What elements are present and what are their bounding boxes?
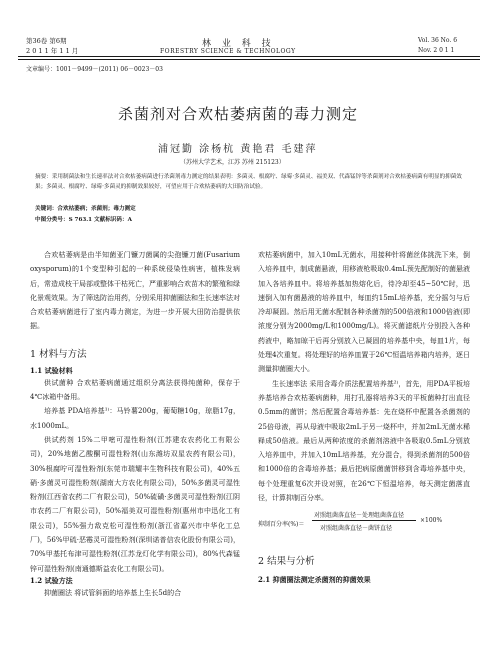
paragraph-method-a: 抑菌圈法 将试管斜面的培养基上生长5d的合 [44,588,182,597]
keywords: 关键词：合欢枯萎病；杀菌剂；毒力测定 [35,206,136,212]
formula-tail: ×100% [420,517,443,525]
header-rule-top [18,56,480,57]
subsection-heading-2-1: 2.1 抑菌圈法测定杀菌剂的抑菌效果 [258,575,371,585]
journal-title-en: FORESTRY SCIENCE & TECHNOLOGY [160,48,296,55]
subsection-heading-1-2: 1.2 试验方法 [30,575,73,585]
section-heading-2: 2 结果与分析 [258,556,315,568]
article-number: 文章编号：1001－9499－(2011) 06－0023－03 [26,66,163,73]
date-en: Nov. 2 0 1 1 [418,47,455,54]
section-heading-1: 1 材料与方法 [30,348,87,360]
abstract: 摘要：采用制菌法和生长速率法对合欢枯萎病菌进行杀菌剂毒力测定的结果表明：多菌灵、根腐咛、绿霉·多菌灵、福美双、代森锰锌等杀菌剂对合欢枯萎病菌有明显的抑菌效果；多菌灵、根腐咛、绿霉·多菌灵的抑制效果较好，可望应用于合欢枯萎病的大田防治试验。 [35,174,462,190]
authors: 浦冠勤 涂杨杭 黄艳君 毛建萍 [158,144,318,155]
fraction-bar [312,520,416,521]
volume-en: Vol. 36 No. 6 [418,37,458,44]
right-column [258,248,470,585]
formula [258,509,470,539]
formula-label: 抑制百分率(%)＝ [258,521,305,529]
formula-numerator: 对照组菌落直径－处理组菌落直径 [314,512,405,520]
volume-issue: 第36卷 第6期 [26,37,67,45]
subsection-heading-1-1: 1.1 试验材料 [30,365,73,375]
paper-title: 杀菌剂对合欢枯萎病菌的毒力测定 [118,105,359,123]
left-column [30,248,240,600]
issue-date: 2 0 1 1 年 1 1 月 [26,47,79,55]
paragraph-fungicides: 供试药剂 15%二甲嘧可湿性粉剂(江苏建农农药化工有限公司)，20%地菌乙酸酮可湿性粉剂(山东潍坊双星农药有限公司)，30%根腐咛可湿性粉剂(东莞市瑞耀丰生物科技有限公司)，40%五硝·多菌灵可湿性粉剂(湖南大方农化有限公司)，50%多菌灵可湿性粉剂(江西省农药二厂有限公司)，50%硫磺·多菌灵可湿性粉剂(江阴市农药二厂有限公司)，50%福美双可湿性粉剂(惠州市中迅化工有限公司)，55%强力敌克松可湿性粉剂(浙江省嘉兴市中华化工总厂)，56%甲硫·恶霉灵可湿性粉剂(深圳诺普信农化股份有限公司)，70%甲基托布津可湿性粉剂(江苏龙灯化学有限公司)，80%代森锰锌可湿性粉剂(南通德斯益农化工有限公司)。 [30,435,240,573]
paragraph-method-a-cont: 欢枯萎病菌中，加入10mL无菌水，用接种针将菌丝体挑洗下来，倒入培养皿中，制成菌悬液，用移液枪吸取0.4mL预先配制好的菌悬液加入各培养皿中。将培养基加热熔化后，待冷却至45~50℃时，迅速倒入加有菌悬液的培养皿中，每皿约15mL培养基，充分摇匀与后冷却凝固。然后用无菌水配制各种杀菌剂的500倍液和1000倍液(即浓度分别为2000mg/L和1000mg/L)。将灭菌滤纸片分别投入各种药液中，略加晾干后再分别放入已凝固的培养基中央，每皿1片，每处理4次重复。将处理好的培养皿置于26℃恒温培养箱内培养，逐日测量抑菌圈大小。 [258,251,470,374]
paragraph-method-b: 生长速率法 采用含毒介质法配置培养基²⁾，首先，用PDA平板培养基培养合欢枯萎病菌种，用打孔器将培养3天的平板菌种打出直径0.5mm的菌饼；然后配置含毒培养基：先在烧杯中配置各杀菌剂的25倍母液，再从母液中吸取2mL于另一烧杯中，并加2mL无菌水稀释成50倍液。最后从两种浓度的杀菌剂溶液中各吸取0.5mL分别放入培养皿中，并加入10mL培养基，充分混合，得到杀菌剂的500倍和1000倍的含毒培养基；最后把病原菌菌饼移到含毒培养基中央，每个处理重复6次并设对照，在26℃下恒温培养，每天测定菌落直径，计算抑制百分率。 [258,379,470,503]
formula-denominator: 对照组菌落直径－菌饼直径 [320,525,393,533]
header-rule-bottom [18,59,480,60]
affiliation: （苏州大学艺术，江苏 苏州 215123） [180,159,285,166]
intro-paragraph: 合欢枯萎病是由半知菌亚门镰刀菌属的尖孢镰刀菌(Fusarium oxysporum)的1个变型种引起的一种系统侵染性病害，植株发病后，常造成枝干局部或整体干枯死亡，严重影响合欢苗木的繁殖和绿化景观效果。为了筛选防治用药，分别采用抑菌圈法和生长速率法对合欢枯萎病菌进行了室内毒力测定，为进一步开展大田防治提供依据。 [30,251,240,331]
paragraph-medium: 培养基 PDA培养基¹⁾：马铃薯200g，葡萄糖10g，琼脂17g，水1000mL。 [30,407,240,430]
classification: 中图分类号：S 763.1 文献标识码：A [35,217,132,223]
journal-title-cn: 林 业 科 技 [202,39,275,49]
paragraph-strain: 供试菌种 合欢枯萎病菌通过组织分离法获得纯菌种，保存于4℃冰箱中备用。 [30,378,240,402]
